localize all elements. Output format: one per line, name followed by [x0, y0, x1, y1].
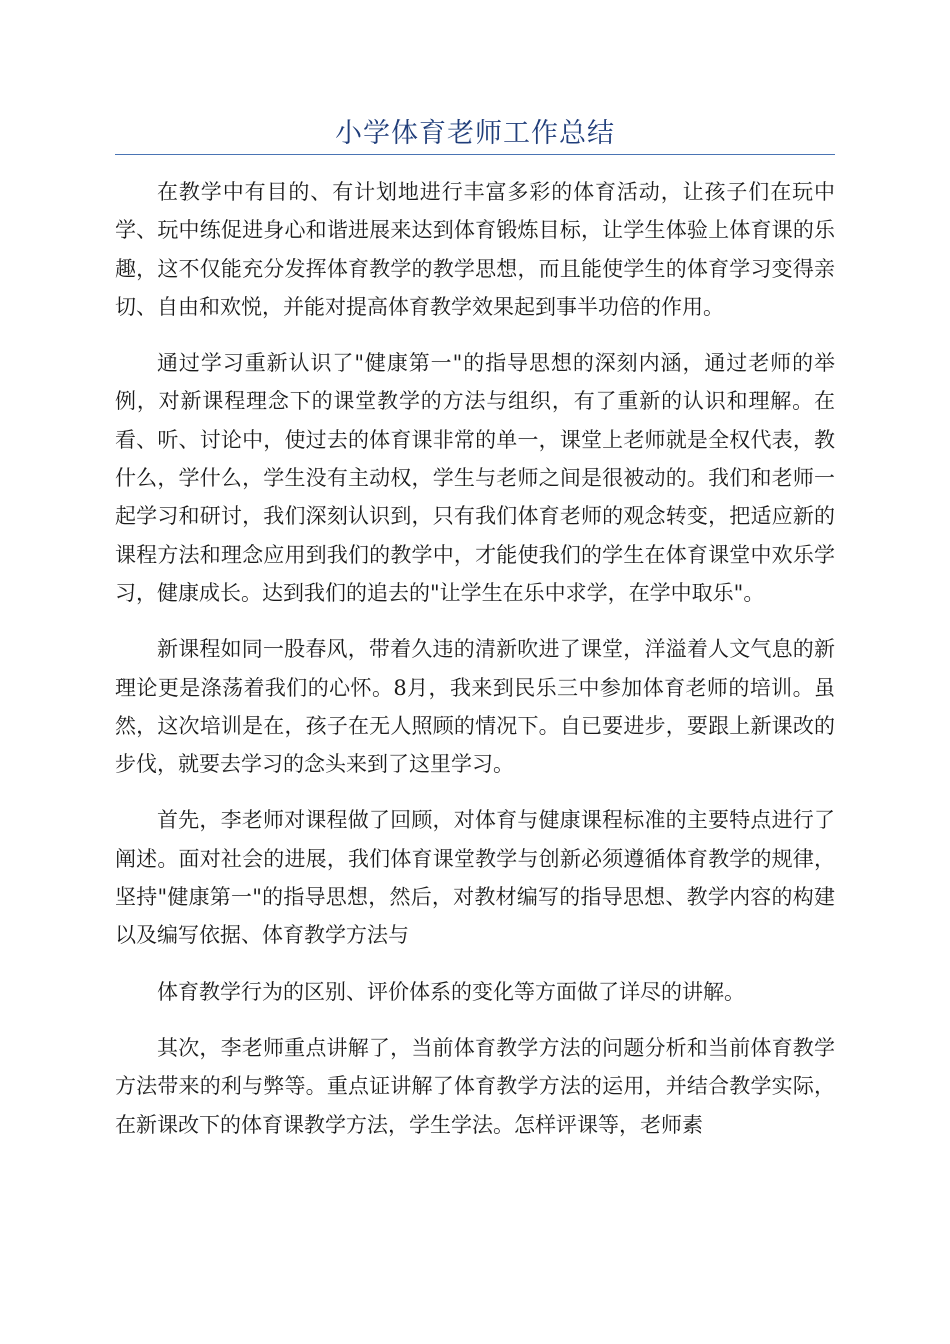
paragraph-3: 新课程如同一股春风，带着久违的清新吹进了课堂，洋溢着人文气息的新理论更是涤荡着我们的心怀。8月，我来到民乐三中参加体育老师的培训。虽然，这次培训是在，孩子在无人照顾的情况下。自已要进步，要跟上新课改的步伐，就要去学习的念头来到了这里学习。: [115, 637, 835, 777]
paragraph-2: 通过学习重新认识了"健康第一"的指导思想的深刻内涵，通过老师的举例，对新课程理念下的课堂教学的方法与组织，有了重新的认识和理解。在看、听、讨论中，使过去的体育课非常的单一，课堂上老师就是全权代表，教什么，学什么，学生没有主动权，学生与老师之间是很被动的。我们和老师一起学习和研讨，我们深刻认识到，只有我们体育老师的观念转变，把适应新的课程方法和理念应用到我们的教学中，才能使我们的学生在体育课堂中欢乐学习，健康成长。达到我们的追去的"让学生在乐中求学，在学中取乐"。: [115, 351, 835, 605]
paragraph-5: 体育教学行为的区别、评价体系的变化等方面做了详尽的讲解。: [157, 979, 745, 1004]
document-title: 小学体育老师工作总结: [335, 118, 615, 149]
title-underline: [115, 154, 835, 155]
paragraph-1: 在教学中有目的、有计划地进行丰富多彩的体育活动，让孩子们在玩中学、玩中练促进身心和谐进展来达到体育锻炼目标，让学生体验上体育课的乐趣，这不仅能充分发挥体育教学的教学思想，而且能使学生的体育学习变得亲切、自由和欢悦，并能对提高体育教学效果起到事半功倍的作用。: [115, 180, 835, 319]
paragraph-6: 其次，李老师重点讲解了，当前体育教学方法的问题分析和当前体育教学方法带来的利与弊等。重点证讲解了体育教学方法的运用，并结合教学实际，在新课改下的体育课教学方法，学生学法。怎样评课等，老师素: [115, 1035, 835, 1137]
paragraph-4: 首先，李老师对课程做了回顾，对体育与健康课程标准的主要特点进行了阐述。面对社会的进展，我们体育课堂教学与创新必须遵循体育教学的规律，坚持"健康第一"的指导思想，然后，对教材编写的指导思想、教学内容的构建以及编写依据、体育教学方法与: [115, 808, 835, 948]
document-body: [115, 173, 835, 1162]
